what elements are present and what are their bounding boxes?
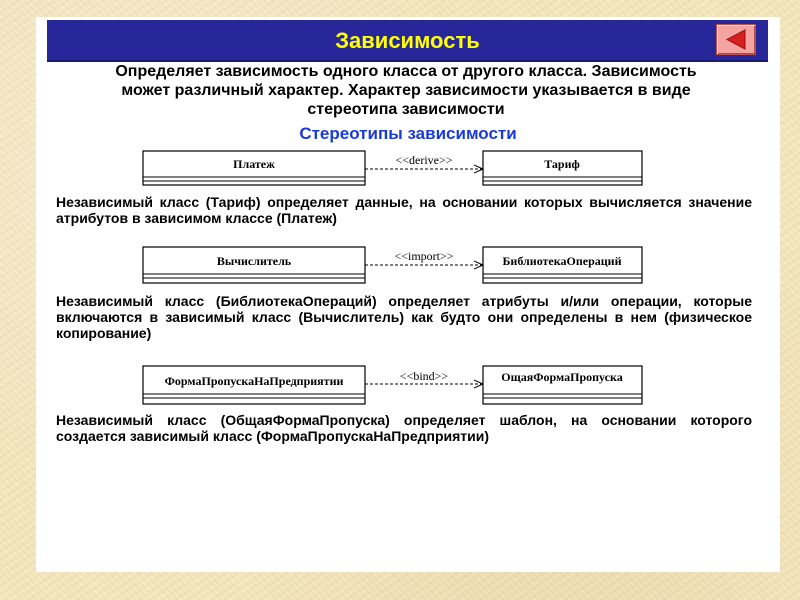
stereotype-label: <<bind>> — [399, 369, 449, 383]
class-name: Платеж — [233, 157, 275, 171]
diagram-description: Независимый класс (БиблиотекаОпераций) определяет атрибуты и/или операции, которые включаются в зависимый класс (Вычислитель) как будто они определены в нем (физическое копирование) — [56, 293, 752, 341]
class-name: БиблиотекаОпераций — [502, 254, 622, 268]
intro-line: Определяет зависимость одного класса от другого класса. Зависимость — [115, 63, 697, 80]
intro-line: стереотипа зависимости — [307, 101, 505, 118]
class-box-dependent — [143, 366, 365, 404]
class-name: ФормаПропускаНаПредприятии — [164, 374, 344, 388]
diagram-description: Независимый класс (ОбщаяФормаПропуска) определяет шаблон, на основании которого создается зависимый класс (ФормаПропускаНаПредприятии) — [56, 412, 752, 444]
class-box-independent — [483, 366, 642, 404]
class-box-dependent — [143, 247, 365, 283]
intro-line: может различный характер. Характер зависимости указывается в виде — [121, 82, 691, 99]
uml-diagram-bind — [143, 366, 642, 404]
slide-title: Зависимость — [335, 28, 480, 53]
stereotype-label: <<derive>> — [395, 153, 453, 167]
section-subtitle: Стереотипы зависимости — [299, 124, 517, 143]
class-box-independent — [483, 247, 642, 283]
slide — [36, 17, 780, 572]
class-box-independent — [483, 151, 642, 185]
class-name: ОщаяФормаПропуска — [501, 370, 623, 384]
diagram-description: Независимый класс (Тариф) определяет данные, на основании которых вычисляется значение атрибутов в зависимом классе (Платеж) — [56, 194, 752, 226]
uml-diagram-import — [143, 247, 642, 283]
stereotype-label: <<import>> — [394, 249, 454, 263]
uml-diagram-derive — [143, 151, 642, 185]
class-box-dependent — [143, 151, 365, 185]
class-name: Вычислитель — [216, 254, 292, 268]
class-name: Тариф — [544, 157, 580, 171]
